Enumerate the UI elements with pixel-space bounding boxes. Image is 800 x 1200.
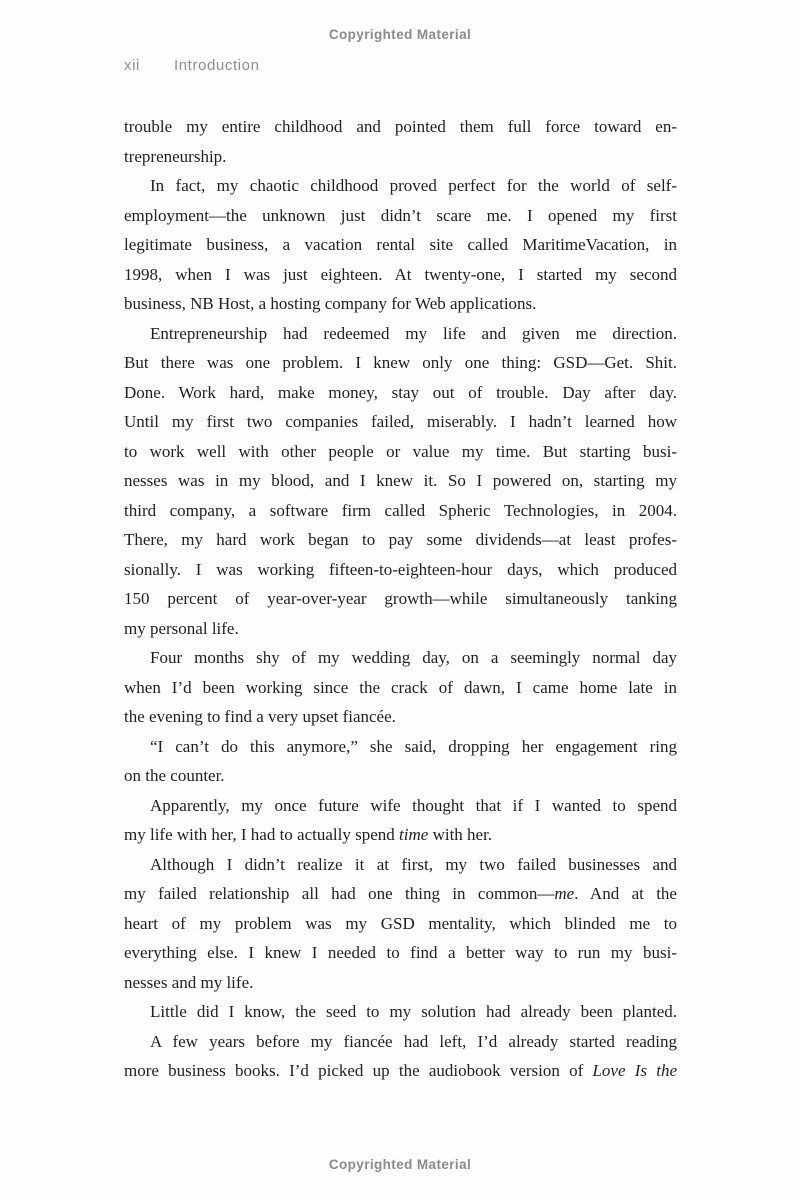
text-line xyxy=(124,201,677,231)
body-text-segment: Although I didn’t realize it at first, my two failed businesses and xyxy=(150,854,677,874)
paragraph xyxy=(124,319,677,644)
paragraph xyxy=(124,791,677,850)
paragraph xyxy=(124,997,677,1027)
body-text-segment: In fact, my chaotic childhood proved perfect for the world of self- xyxy=(150,176,677,195)
text-line xyxy=(124,378,677,408)
text-line xyxy=(124,643,677,673)
text-line xyxy=(124,968,677,998)
text-line xyxy=(124,260,677,290)
text-line xyxy=(124,820,677,850)
italic-text: me xyxy=(554,884,575,903)
copyright-top-label: Copyrighted Material xyxy=(328,27,472,42)
body-text-segment: everything else. I knew I needed to find a better way to run my busi- xyxy=(124,943,677,962)
text-line xyxy=(124,909,677,939)
text-line xyxy=(124,938,677,968)
body-text-segment: . And at the xyxy=(574,884,677,903)
body-text-segment: more business books. I’d picked up the audiobook version of xyxy=(124,1061,593,1080)
body-text-segment: Little did I know, the seed to my solution had already been planted. xyxy=(150,1002,677,1021)
text-line xyxy=(124,879,677,909)
text-line xyxy=(124,614,677,644)
body-text-segment: Four months shy of my wedding day, on a seemingly normal day xyxy=(150,648,677,667)
body-text-segment: A few years before my fiancée had left, I’d already started reading xyxy=(150,1031,677,1051)
text-line xyxy=(124,348,677,378)
body-text-segment: trouble my entire childhood and pointed them full force toward en- xyxy=(124,117,677,136)
body-text-segment: on the counter. xyxy=(124,766,225,785)
body-text-segment: my failed relationship all had one thing in common— xyxy=(124,884,555,903)
body-text-segment: when I’d been working since the crack of dawn, I came home late in xyxy=(124,677,677,697)
body-text-segment: Until my first two companies failed, miserably. I hadn’t learned how xyxy=(124,412,677,431)
text-line xyxy=(124,437,677,467)
text-line xyxy=(124,761,677,791)
body-text-segment: “I can’t do this anymore,” she said, dropping her engagement ring xyxy=(150,736,677,756)
paragraph xyxy=(124,732,677,791)
italic-text: Love Is the xyxy=(592,1061,677,1080)
body-text-segment: employment—the unknown just didn’t scare me. I opened my first xyxy=(124,205,677,225)
italic-text: time xyxy=(399,825,429,844)
body-text-segment: nesses was in my blood, and I knew it. So I powered on, starting my xyxy=(124,471,677,490)
text-line xyxy=(124,112,677,142)
text-line xyxy=(124,1027,677,1057)
text-line xyxy=(124,496,677,526)
paragraph xyxy=(124,171,677,319)
body-text-segment: business, NB Host, a hosting company for Web applications. xyxy=(124,294,537,313)
text-line xyxy=(124,466,677,496)
body-text-segment: to work well with other people or value my time. But starting busi- xyxy=(124,441,677,461)
body-text-segment: the evening to find a very upset fiancée. xyxy=(124,707,396,726)
text-line xyxy=(124,289,677,319)
body-text-segment: 150 percent of year-over-year growth—while simultaneously tanking xyxy=(124,589,677,608)
body-text-segment: But there was one problem. I knew only one thing: GSD—Get. Shit. xyxy=(124,353,677,372)
body-text-segment: my life with her, I had to actually spend xyxy=(124,825,400,844)
text-line xyxy=(124,850,677,880)
body-text-segment: my personal life. xyxy=(124,618,239,638)
paragraph xyxy=(124,643,677,732)
text-line xyxy=(124,171,677,201)
text-line xyxy=(124,230,677,260)
body-text-segment: with her. xyxy=(428,825,493,844)
paragraph xyxy=(124,1027,677,1086)
text-line xyxy=(124,525,677,555)
chapter-title: Introduction xyxy=(173,57,260,74)
text-line xyxy=(124,584,677,614)
body-text-segment: nesses and my life. xyxy=(124,972,254,992)
text-line xyxy=(124,997,677,1027)
text-line xyxy=(124,673,677,703)
text-line xyxy=(124,791,677,821)
paragraph xyxy=(124,850,677,998)
text-line xyxy=(124,319,677,349)
text-line xyxy=(124,142,677,172)
body-text-segment: Done. Work hard, make money, stay out of trouble. Day after day. xyxy=(124,382,677,402)
body-text-segment: Entrepreneurship had redeemed my life and given me direction. xyxy=(150,323,677,343)
body-text-segment: sionally. I was working fifteen-to-eighteen-hour days, which produced xyxy=(124,559,677,579)
body-text-segment: There, my hard work began to pay some dividends—at least profes- xyxy=(124,530,677,549)
body-text-segment: third company, a software firm called Spheric Technologies, in 2004. xyxy=(124,500,677,520)
text-line xyxy=(124,1056,677,1086)
body-text-segment: Apparently, my once future wife thought that if I wanted to spend xyxy=(150,795,677,815)
text-line xyxy=(124,407,677,437)
body-text-segment: legitimate business, a vacation rental site called MaritimeVacation, in xyxy=(124,235,677,254)
copyright-bottom-label: Copyrighted Material xyxy=(328,1157,472,1172)
text-line xyxy=(124,732,677,762)
text-line xyxy=(124,555,677,585)
body-text-segment: trepreneurship. xyxy=(124,146,227,166)
body-text xyxy=(124,112,677,1086)
text-line xyxy=(124,702,677,732)
body-text-segment: heart of my problem was my GSD mentality, which blinded me to xyxy=(124,913,677,933)
paragraph xyxy=(124,112,677,171)
running-header xyxy=(124,57,260,74)
body-text-segment: 1998, when I was just eighteen. At twenty-one, I started my second xyxy=(124,264,677,284)
page-number: xii xyxy=(124,57,140,74)
